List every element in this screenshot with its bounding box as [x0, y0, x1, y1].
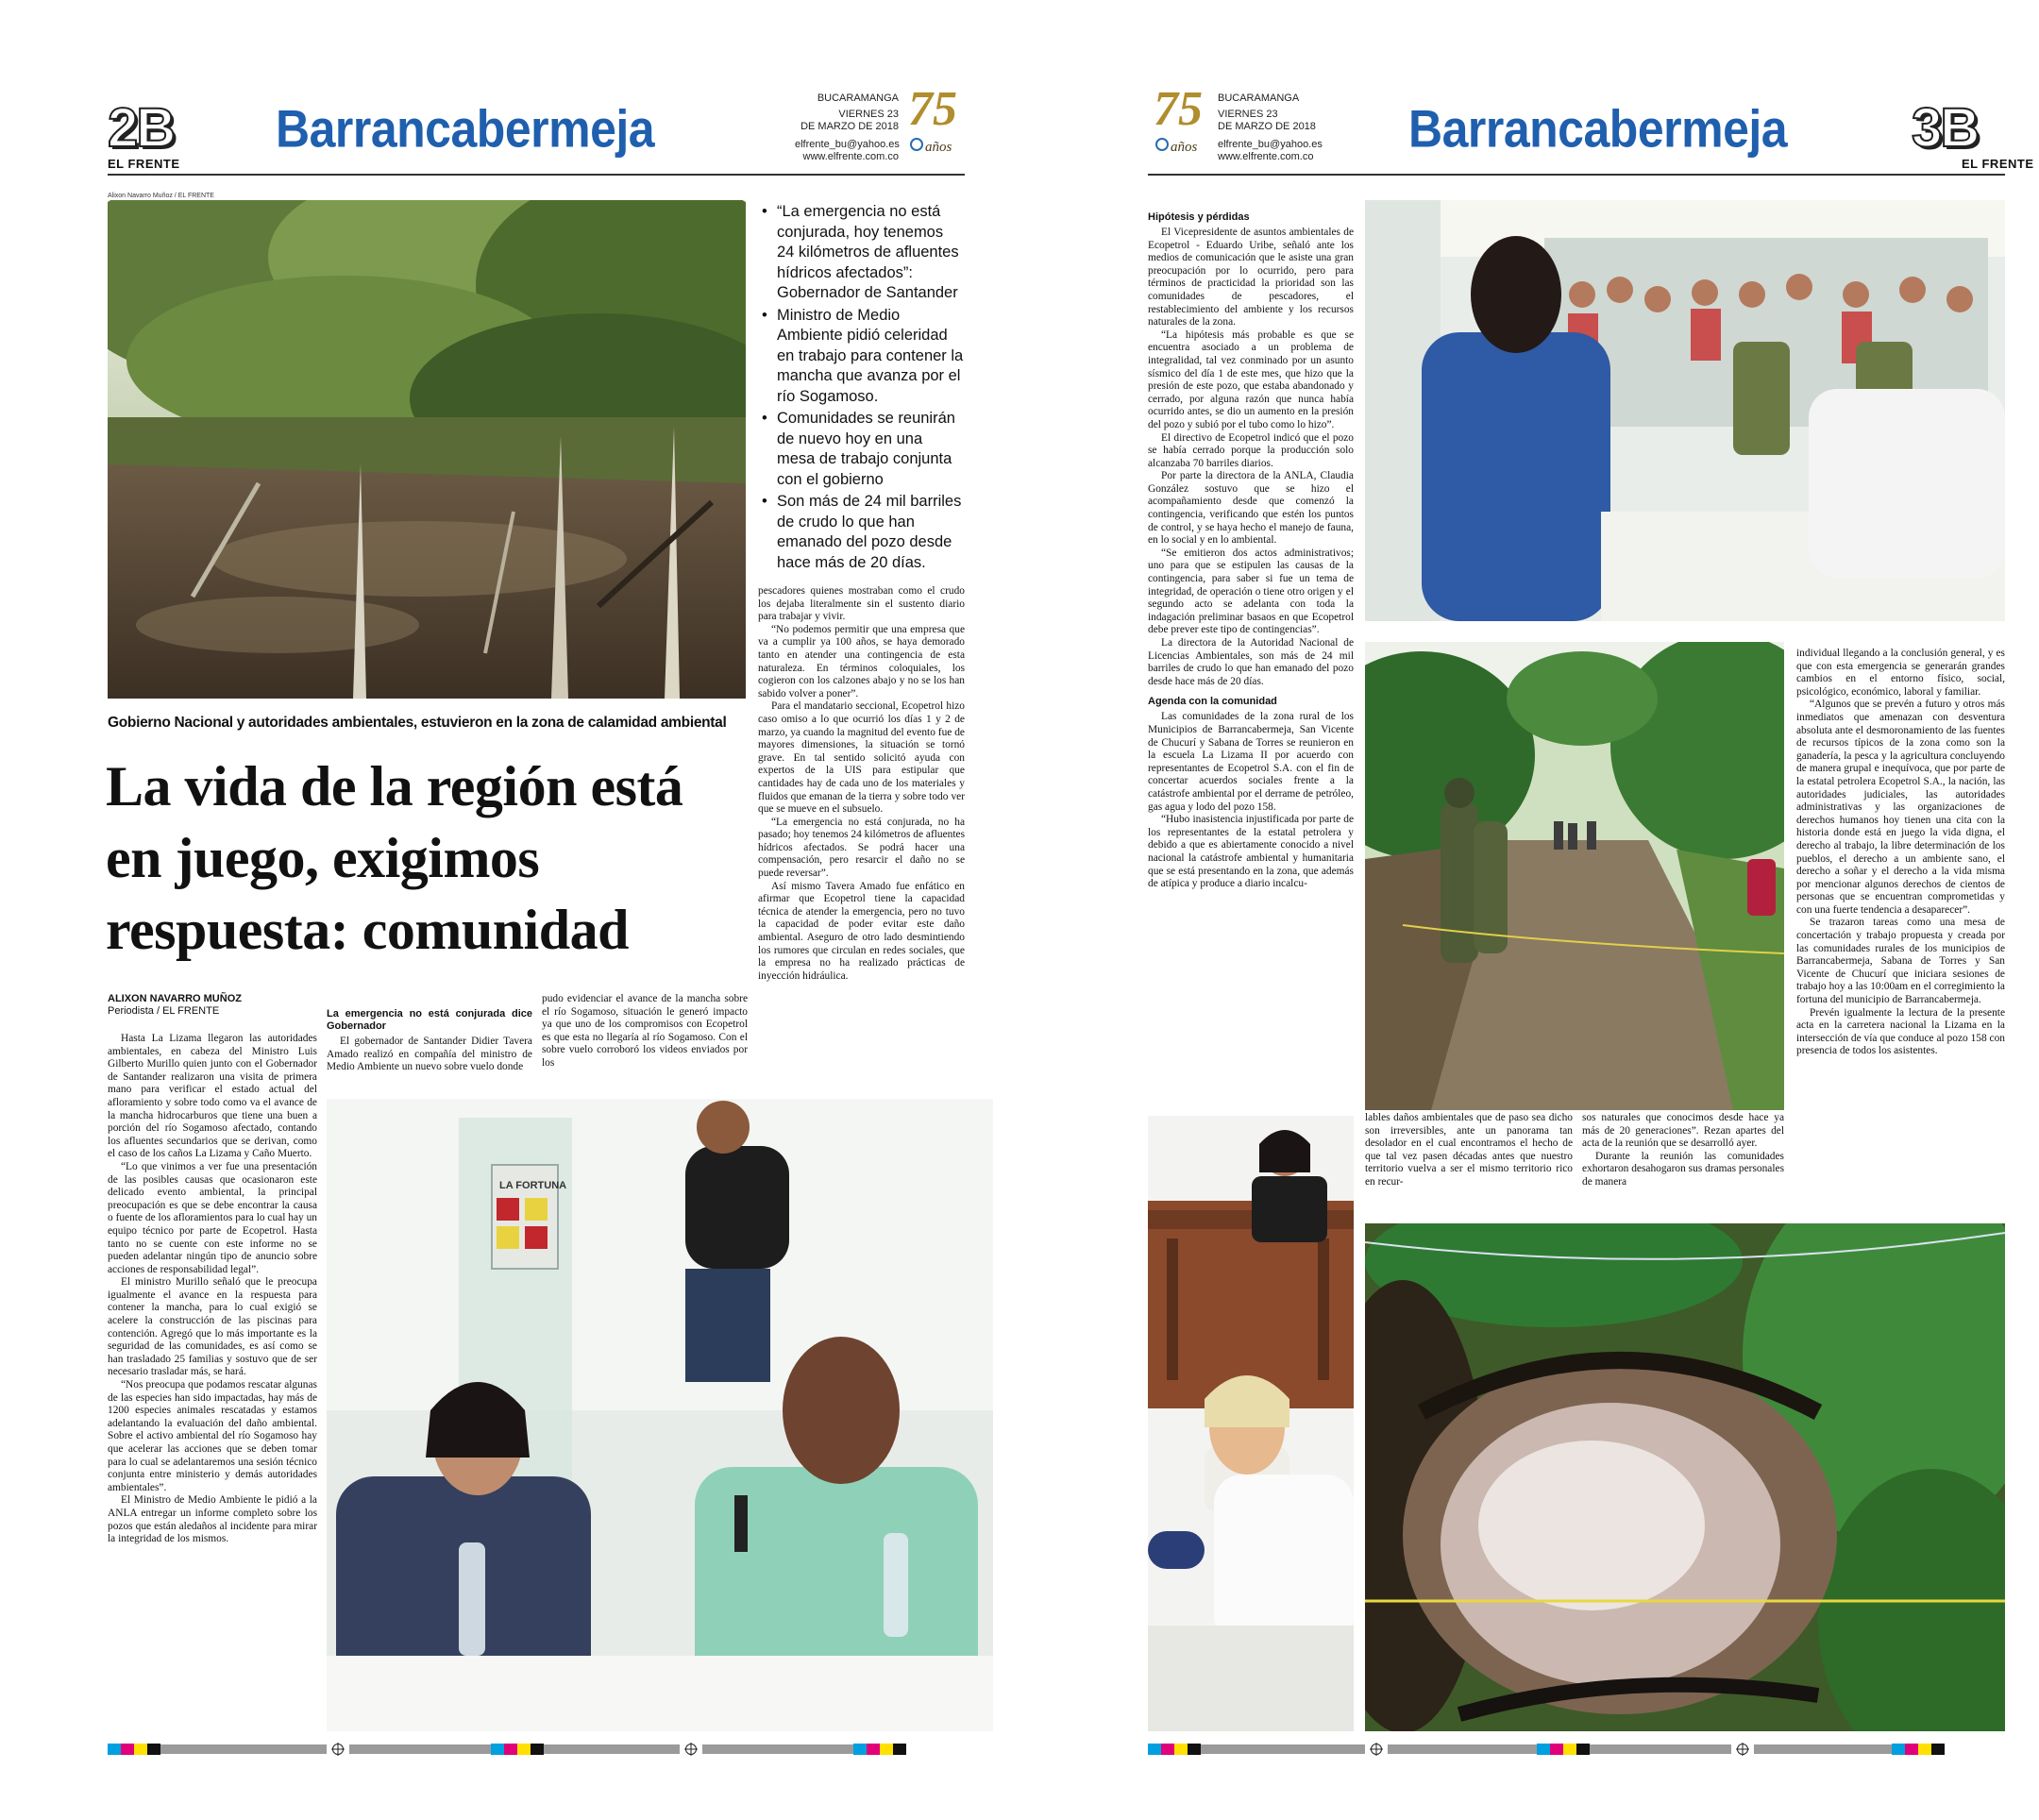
yellow-swatch: [134, 1744, 147, 1755]
paragraph: “Lo que vinimos a ver fue una presentación de las posibles causas que ocasionaron este delicado evento ambiental, la principal preocupación es que se debe encontrar la causa o fuente de los afloramientos para lo cual hay un equipo técnico por parte de Ecopetrol. Hasta tanto no se cuente con este informe no se pueden adelantar ningún tipo de anuncio sobre acciones de responsabilidad legal”.: [108, 1160, 317, 1275]
anniversary-word-left: años: [925, 140, 952, 155]
article-column-right-2: [1365, 1112, 1573, 1216]
paragraph: Durante la reunión las comunidades exhortaron desahogaron sus dramas personales de manera: [1582, 1150, 1784, 1188]
dateline-right: [1218, 93, 1331, 163]
paragraph: Por parte la directora de la ANLA, Claudia González sostuvo que se hizo el acompañamiento desde que comenzó la contingencia, verificando que estén los puntos de control, y se haya hecho el manejo de fauna, en lo social y en lo ambiental.: [1148, 470, 1354, 547]
paragraph: El Ministro de Medio Ambiente le pidió a la ANLA entregar un informe completo sobre los pozos que están aledaños al incidente para mirar la integridad de los mismos.: [108, 1494, 317, 1545]
registration-mark-icon: [685, 1744, 697, 1755]
date-day-left: VIERNES 23: [838, 109, 899, 120]
city-right: BUCARAMANGA: [1218, 93, 1300, 104]
logo-ring-icon: [910, 138, 923, 151]
kicker: Gobierno Nacional y autoridades ambientales, estuvieron en la zona de calamidad ambiental: [108, 715, 727, 731]
paragraph: Así mismo Tavera Amado fue enfático en afirmar que Ecopetrol tiene la capacidad técnica de atender la emergencia, pero no tuvo la capacidad de poder evitar este daño ambiental. Aseguro de otro lado desmintiendo los rumores que circulan en redes sociales, que la empresa no ha realizado prácticas de inyección hidráulica.: [758, 880, 965, 982]
article-column-3: [542, 993, 748, 1093]
cyan-swatch: [108, 1744, 121, 1755]
page-number-right: 3B: [1912, 97, 1979, 159]
registration-bar-right: [1148, 1743, 2005, 1756]
website-left: www.elfrente.com.co: [802, 151, 899, 162]
officials-meeting-photo: [327, 1099, 993, 1731]
article-column-right-1: [1148, 211, 1354, 1104]
highlights-list: [760, 202, 965, 575]
community-meeting-photo: [1365, 200, 2005, 621]
paper-name-right: EL FRENTE: [1962, 157, 2034, 171]
section-title-left: Barrancabermeja: [276, 99, 655, 159]
highlight-item: • Ministro de Medio Ambiente pidió celeridad en trabajo para contener la mancha que avanza por el río Sogamoso.: [760, 306, 965, 408]
paragraph: El gobernador de Santander Didier Tavera Amado realizó en compañía del ministro de Medio Ambiente un nuevo sobre vuelo donde: [327, 1036, 532, 1073]
logo-ring-icon: [1155, 138, 1169, 151]
road-soldiers-photo: [1365, 642, 1784, 1110]
article-column-2: [327, 1008, 532, 1093]
paragraph: “La hipótesis más probable es que se encuentra asociado a un problema de integralidad, tal vez conminado por un asunto sísmico del día 1 de este mes, que hizo que la presión de este pozo, que estaba abandonado y cerrado, por alguna razón que nunca había ocurrido antes, se dio un aumento en la presión del pozo y subió por el tubo como lo hizo”.: [1148, 329, 1354, 430]
dateline-left: [795, 93, 899, 163]
paragraph: “La emergencia no está conjurada, no ha pasado; hoy tenemos 24 kilómetros de afluentes hídricos afectados. Se podrá hacer una compensación, pero resarcir el daño no se puede reversar”.: [758, 816, 965, 880]
byline-name: ALIXON NAVARRO MUÑOZ: [108, 993, 242, 1004]
paragraph: Hasta La Lizama llegaron las autoridades ambientales, en cabeza del Ministro Luis Gilberto Murillo quien junto con el Gobernador de Santander realizaron una visita de primera mano para verificar el estado actual del afloramiento y sobre todo como va el avance de la mancha hidrocarburos que tiene una buen a porción del río Sogamoso afectado, contando los afluentes secundarios que se derivan, como el caso de los caños La Lizama y Caño Muerto.: [108, 1033, 317, 1160]
paragraph: “Hubo inasistencia injustificada por parte de los representantes de la estatal petrolera y debido a que es abiertamente conocido a nivel nacional la catástrofe ambiental y humanitaria que se está presentando en la zona, que además de atípica y produce a diario incalcu-: [1148, 814, 1354, 890]
paragraph: pescadores quienes mostraban como el crudo los dejaba literalmente sin el sustento diario para trabajar y vivir.: [758, 585, 965, 623]
paragraph: “Nos preocupa que podamos rescatar algunas de las especies han sido impactadas, hay más de 1200 especies animales rescatadas y estamos adelantando la evaluación del daño ambiental. Sobre el activo ambiental del río Sogamoso hay que acelerar las acciones que se deben tomar para lo cual se adelantaremos una sesión técnico conjunta entre ministerio y demás autoridades ambientales”.: [108, 1379, 317, 1493]
paragraph: La directora de la Autoridad Nacional de Licencias Ambientales, son más de 24 mil barriles de crudo lo que han emanado del pozo desde hace más de 20 días.: [1148, 637, 1354, 687]
highlight-item: • “La emergencia no está conjurada, hoy tenemos 24 kilómetros de afluentes hídricos afectados”: Gobernador de Santander: [760, 202, 965, 304]
article-column-4: [758, 585, 965, 1095]
email-right: elfrente_bu@yahoo.es: [1218, 139, 1323, 150]
paragraph: individual llegando a la conclusión general, y es que con esta emergencia se generarán grandes cambios en el entorno físico, social, psicológico, económico, laboral y familiar.: [1796, 648, 2005, 698]
paragraph: “Algunos que se prevén a futuro y otros más inmediatos que amenazan con desventura absoluta ante el desmoronamiento de las fuentes de recursos típicos de la zona como son la ganadería, la pesca y la agricultura concluyendo de manera grupal e inequívoca, que por parte de la estatal petrolera Ecopetrol S.A., la nación, las autoridades judiciales, las autoridades administrativas y las organizaciones de derechos humanos hoy tienen una cita con la historia donde está en juego la vida digna, el derecho al trabajo, la libre determinación de los pueblos, el derecho a un ambiente sano, el derecho a soñar y el derecho a la vida misma por mencionar algunos derechos de cientos de personas que se encuentran comprometidas y con una fuerte tendencia a desaparecer”.: [1796, 699, 2005, 916]
byline: [108, 993, 320, 1018]
byline-role: Periodista / EL FRENTE: [108, 1005, 220, 1017]
article-column-right-3: [1582, 1112, 1784, 1216]
anniversary-word-right: años: [1171, 140, 1198, 155]
header-rule-right: [1148, 174, 2005, 176]
header-rule-left: [108, 174, 965, 176]
paper-name-left: EL FRENTE: [108, 157, 180, 171]
anniversary-logo-left: [908, 82, 965, 159]
registration-bar-left: [108, 1743, 965, 1756]
date-month-right: DE MARZO DE 2018: [1218, 121, 1316, 132]
paragraph: sos naturales que conocimos desde hace ya más de 20 generaciones”. Rezan apartes del acta de la reunión que se desarrolló ayer.: [1582, 1112, 1784, 1150]
paragraph: Las comunidades de la zona rural de los Municipios de Barrancabermeja, San Vicente de Chucurí y Sabana de Torres se reunieron en la escuela La Lizama II por acuerdo con representantes de Ecopetrol S.A. con el fin de concertar acuerdos sociales frente a la catástrofe ambiental por el derrame de petróleo, gas agua y lodo del pozo 158.: [1148, 711, 1354, 813]
river-oil-spill-photo: [108, 200, 746, 699]
article-column-1: [108, 1033, 317, 1741]
black-swatch: [147, 1744, 160, 1755]
highlight-item: • Comunidades se reunirán de nuevo hoy en una mesa de trabajo conjunta con el gobierno: [760, 409, 965, 490]
photo-credit: Alixon Navarro Muñoz / EL FRENTE: [108, 193, 214, 199]
paragraph: Para el mandatario seccional, Ecopetrol hizo caso omiso a lo que ocurrió los días 1 y 2 de marzo, ya cuando la magnitud del evento fue de mayores dimensiones, la situación se tornó grave. En tal sentido solicitó ayuda con expertos de la UIS para estipular que cantidades hay de cada uno de los materiales y fluidos que emanan de la tierra y sobre todo ver que se mueve en el subsuelo.: [758, 700, 965, 816]
article-column-right-4: [1796, 648, 2005, 1214]
paragraph: Prevén igualmente la lectura de la presente acta en la carretera nacional la Lizama en la intersección de vía que conduce al pozo 158 con presencia de todos los asistentes.: [1796, 1006, 2005, 1057]
highlight-item: • Son más de 24 mil barriles de crudo lo que han emanado del pozo desde hace más de 20 días.: [760, 492, 965, 573]
magenta-swatch: [121, 1744, 134, 1755]
section-title-right: Barrancabermeja: [1408, 99, 1788, 159]
city-left: BUCARAMANGA: [817, 93, 899, 104]
podium-sign: LA FORTUNA: [499, 1180, 567, 1191]
paragraph: “Se emitieron dos actos administrativos; uno para que se estipulen las causas de la contingencia, para saber si fue un tema de integridad, de operación o tiene otro origen y el segundo acto se adelanta con toda la indagación preliminar basaos en que Ecopetrol debe prever este tipo de contingencias”.: [1148, 547, 1354, 636]
paragraph: pudo evidenciar el avance de la mancha sobre el río Sogamoso, situación le generó impacto ya que uno de los compromisos con Ecopetrol es que esta no llegaría al río Sogamoso. Con el sobre vuelo corroboró los videos enviados por los: [542, 993, 748, 1069]
registration-mark-icon: [1371, 1744, 1382, 1755]
column-subhead: La emergencia no está conjurada dice Gobernador: [327, 1008, 532, 1032]
headline: La vida de la región está en juego, exigimos respuesta: comunidad: [106, 755, 683, 961]
registration-mark-icon: [332, 1744, 344, 1755]
anniversary-number-left: 75: [908, 82, 957, 136]
paragraph: lables daños ambientales que de paso sea dicho son irreversibles, ante un panorama tan desolador en el cual encontramos el hecho de que tal vez pasen décadas antes que nuestro territorio vuelva a ser el mismo territorio rico en recur-: [1365, 1112, 1573, 1188]
paragraph: El Vicepresidente de asuntos ambientales de Ecopetrol - Eduardo Uribe, señaló ante los medios de comunicación que le asiste una gran preocupación por lo ocurrido, pero para términos de practicidad la prioridad son las comunidades de pescadores, el restablecimiento del ambiente y los recursos naturales de la zona.: [1148, 227, 1354, 329]
column-subhead: Hipótesis y pérdidas: [1148, 211, 1250, 223]
paragraph: El ministro Murillo señaló que le preocupa igualmente el avance en la respuesta para contener la mancha, para lo cual exigió se acelere la construcción de las piscinas para contención. Agregó que lo más importante es la seguridad de las comunidades, es así como se han trasladado 25 familias y sostuvo que de ser necesario trasladar más, se hará.: [108, 1276, 317, 1378]
anniversary-number-right: 75: [1154, 82, 1203, 136]
anniversary-logo-right: [1154, 82, 1210, 159]
email-left: elfrente_bu@yahoo.es: [795, 139, 900, 150]
anla-director-photo: [1148, 1116, 1354, 1731]
date-day-right: VIERNES 23: [1218, 109, 1278, 120]
oil-pool-photo: [1365, 1223, 2005, 1731]
paragraph: “No podemos permitir que una empresa que va a cumplir ya 100 años, se haya demorado tanto en atender una contingencia de esta naturaleza. En términos coloquiales, los cogieron con los calzones abajo y no se los han sabido volver a poner”.: [758, 623, 965, 699]
paragraph: Se trazaron tareas como una mesa de concertación y trabajo propuesta y creada por las comunidades rurales de los municipios de Barrancabermeja, Sabana de Torres y San Vicente de Chucurí que iniciara sesiones de trabajo hoy a las 10:00am en el corregimiento la fortuna del municipio de Barrancabermeja.: [1796, 917, 2005, 1006]
registration-mark-icon: [1737, 1744, 1748, 1755]
website-right: www.elfrente.com.co: [1218, 151, 1314, 162]
date-month-left: DE MARZO DE 2018: [800, 121, 899, 132]
paragraph: El directivo de Ecopetrol indicó que el pozo se había cerrado porque la producción solo alcanzaba 70 barriles diarios.: [1148, 431, 1354, 469]
column-subhead: Agenda con la comunidad: [1148, 696, 1277, 708]
page-number-left: 2B: [108, 97, 175, 159]
